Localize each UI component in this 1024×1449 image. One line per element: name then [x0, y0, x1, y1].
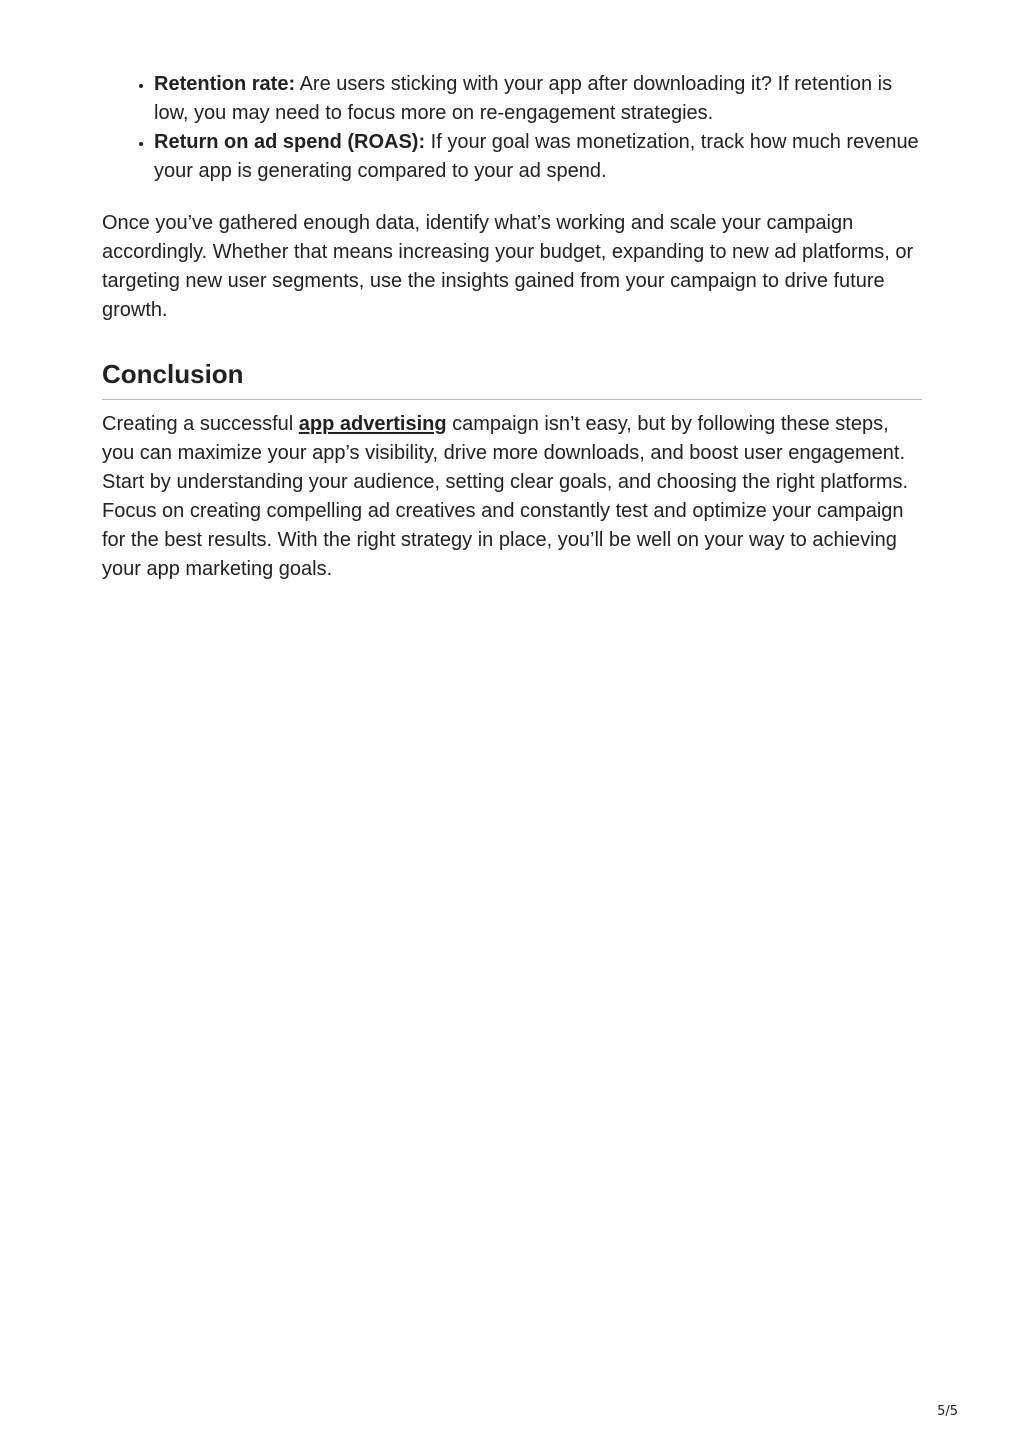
list-item — [154, 128, 922, 186]
conclusion-text-start: Creating a successful — [102, 413, 299, 435]
list-item-term: Return on ad spend (ROAS): — [154, 131, 426, 153]
list-item-text: If your goal was monetization, track how much revenue your app is generating compared to your ad spend. — [154, 131, 919, 182]
list-item — [154, 70, 922, 128]
list-item-text: Are users sticking with your app after downloading it? If retention is low, you may need to focus more on re-engagement strategies. — [154, 73, 893, 124]
conclusion-text-end: campaign isn’t easy, but by following these steps, you can maximize your app’s visibility, drive more downloads, and boost user engagement. Start by understanding your audience, setting clear goals, and choosing the right platforms. Focus on creating compelling ad creatives and constantly test and optimize your campaign for the best results. With the right strategy in place, you’ll be well on your way to achieving your app marketing goals. — [102, 413, 909, 580]
app-advertising-link[interactable]: app advertising — [298, 413, 447, 435]
list-item-term: Retention rate: — [154, 73, 296, 95]
conclusion-heading: Conclusion — [102, 357, 922, 400]
page-number: 5/5 — [937, 1404, 958, 1419]
document-page — [102, 70, 922, 584]
scale-paragraph: Once you’ve gathered enough data, identify what’s working and scale your campaign accordingly. Whether that means increasing your budget, expanding to new ad platforms, or targeting new user segments, use the insights gained from your campaign to drive future growth. — [102, 212, 914, 321]
metrics-list — [102, 70, 922, 186]
conclusion-paragraph — [102, 410, 922, 584]
